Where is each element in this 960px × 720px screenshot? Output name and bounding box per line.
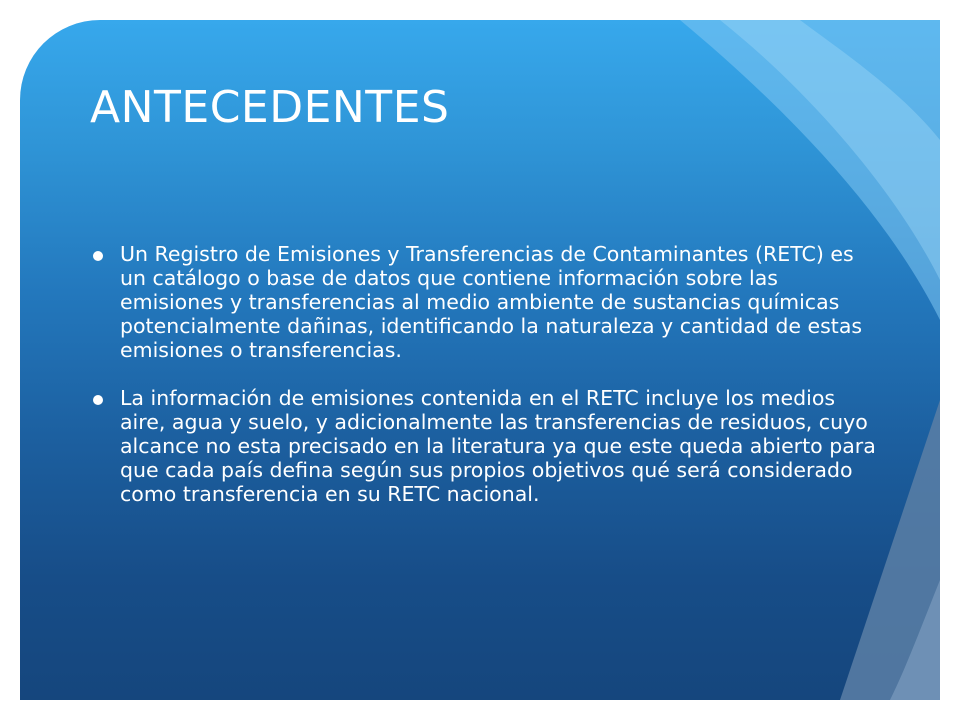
bullet-dot-icon bbox=[93, 251, 103, 261]
bullet-dot-icon bbox=[93, 395, 103, 405]
bullet-item bbox=[90, 242, 880, 362]
bullet-item bbox=[90, 386, 880, 506]
slide-title: ANTECEDENTES bbox=[90, 82, 450, 133]
bullet-text: La información de emisiones contenida en el RETC incluye los medios aire, agua y suelo, y adicionalmente las transferencias de residuos, cuyo alcance no esta precisado en la literatura ya que este queda abierto para que cada país defina según sus propios objetivos qué será considerado como transferencia en su RETC nacional. bbox=[120, 386, 876, 506]
bullet-text: Un Registro de Emisiones y Transferencias de Contaminantes (RETC) es un catálogo o base de datos que contiene información sobre las emisiones y transferencias al medio ambiente de sustancias químicas potencialmente dañinas, identificando la naturaleza y cantidad de estas emisiones o transferencias. bbox=[120, 242, 863, 362]
slide bbox=[20, 20, 940, 700]
bullet-list bbox=[90, 242, 880, 530]
